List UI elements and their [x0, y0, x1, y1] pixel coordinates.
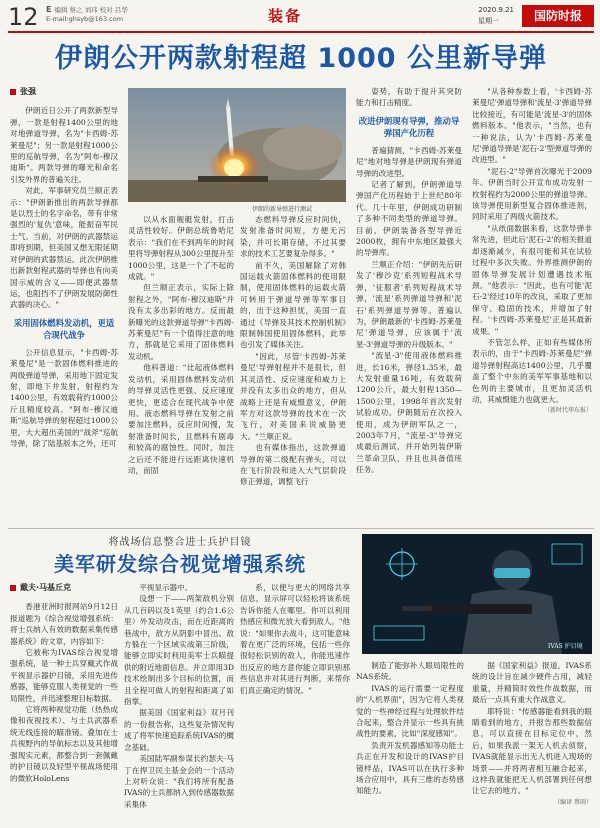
edition-letter: E — [46, 5, 52, 14]
paragraph: 制造了能弥补人眼局限性的NAS系统。 — [356, 661, 464, 682]
paragraph: "泥石-2"导弹首次曝光于2009年。伊朗当时公开宣布成功发射一枚射程约为2000公里的弹道导弹。该导弹使用新型复合固体推进剂，同时采用了两级火箭技术。 — [472, 166, 592, 222]
story1-headline: 伊朗公开两款射程超 1000 公里新导弹 — [55, 43, 547, 74]
paragraph: IVAS的运行需要一定程度的"人机界面"，因为它将人类视觉的一些神经过程与处理软件结合起来，整合并显示一些具有挑战性的要素，比如"深度感知"。 — [356, 683, 464, 739]
story2-headline: 美军研发综合视觉增强系统 — [54, 552, 306, 576]
paragraph: 平视显示器中。 — [139, 583, 193, 592]
missile-launch-photo — [128, 88, 346, 202]
paragraph: "从各种参数上看，'卡西姆-苏莱曼尼'弹道导弹和'流星-3'弹道导弹比较接近，有可能是'流星-3'的固体燃料版本。"他表示，"当然，也有一种说法，认为'卡西姆-苏莱曼尼'弹道导弹是'泥石-2'型弹道导弹的改进型。" — [472, 87, 592, 165]
story1-column-4 — [356, 86, 462, 526]
paragraph: "从纸面数据来看，这款导弹非常先进，但此后'泥石-2'的相关报道却逐渐减少，有很可能和其在试验过程中多次失败。外界推测伊朗的固体导弹发展计划遭遇技术瓶颈。"他表示："因此，也有可能'泥石-2'经过10年的改良，采取了更加保守、稳固的技术，并增加了射程。'卡西姆-苏莱曼尼'正是其最新成果。" — [472, 223, 592, 336]
missile-launch-illustration — [128, 88, 346, 202]
paragraph: 设想一下——两架敌机分别从几百码以及1英里（约合1.6公里）外发动攻击，而在近距离的巷战中，敌方从阴影中冒出。敌方躲在一个区域实战第三阶级，能够立即实时利用美军士兵瞄提供的附近地面信息。并立即用3D技术绘制出多个目标的位置，而且全程可做人的射程和距离了如指掌。 — [124, 594, 234, 707]
masthead — [0, 0, 600, 40]
story2-column-4 — [356, 660, 464, 824]
issue-weekday: 星期一 — [478, 17, 499, 25]
byline-marker-icon — [10, 585, 16, 591]
section-title: 装备 — [268, 7, 303, 25]
paragraph: 据美国《国家利益》双月刊的一份报告称，这些复杂情况构成了将军快速追踪系统IVAS的概念基础。 — [124, 708, 234, 752]
issue-date: 2020.9.21 — [478, 6, 514, 14]
story1-subhead-1: 采用固体燃料发动机，更适合现代战争 — [13, 317, 115, 340]
paragraph: "因此，尽管'卡西姆-苏莱曼尼'导弹射程并不是很长，但其灵活性、反应速度和威力上并没有太多出众的地方，但从战略上还是有威慑意义，伊朗军方对这款导弹的技术在一次飞行，对美国来说威胁更大。"兰顺正说。 — [240, 351, 346, 441]
story2-kicker: 将战场信息整合进士兵护目镜 — [108, 537, 252, 548]
paragraph: 美国陆军副参谋长约瑟夫·马丁在捍卫民主基金会的一个活动上对听众说："我们将所有配备IVAS的士兵都纳入到传感器数据采集体 — [124, 754, 234, 809]
paragraph: 系，以便与更大的网络共享信息，显示屏可以轻松将该系统告诉你能人在哪里。你可以利用热感应和微光放大看到敌人。"他说："如果你去战斗，这可能意味着在更广泛的环境，包括一些你很轻松识别的敌人，你能迅速作出反应的地方意你能立即识别那些信息并对其进行判断，来帮你们真正确定的情况。" — [240, 583, 350, 695]
paragraph: 它将两种视觉功能（热热成像和夜视技术）、与士兵武器系统无线连接的瞄准镜、叠加在士兵视野内的导航标志以及其他增强现实元素，都整合到一套佩戴的护目镜以及轻型平视战场使用的微软HoloLens — [10, 705, 118, 783]
soldier-ivas-photo — [362, 534, 592, 654]
story2-source-note: （编译 蔡雨） — [554, 798, 592, 806]
paragraph: "流星-3"使用液体燃料推进，长16米，弹径1.35米，最大发射重量16吨，有效载荷1200公斤，最大射程1350—1500公里，1998年首次发射试验成功。伊朗随后在次投入使用，成为伊朗军队之一，2003年7月，"流星-3"导弹完成最后测试，并开始列装伊斯兰革命卫队，并且也具备值班任务。 — [356, 351, 462, 475]
paragraph: 耶特说："传感器能看到我的眼睛看到的地方，并报告那些数据信息，可以直接在目标定位中，然后，如果我派一架无人机去侦察，IVAS就能显示出无人机进入现场的场景——并将两者相互融合起来，这样我就能把无人机部署到任何想让它去的地方。" — [472, 706, 592, 796]
paragraph: 香港亚洲时报网站9月12日报道题为《综合视觉增强系统：将士兵纳入有效的数据采集传感器系统》的文章，内容如下： — [10, 602, 118, 646]
paragraph: 兰顺正介绍："伊朗先后研发了'穆沙克'系列短程战术导弹，'征服者'系列短程战术导弹，'流星'系列弹道导弹和'泥石'系列弹道导弹等。普遍认为，伊朗最新的'卡西姆-苏莱曼尼'弹道导弹，应该属于'流星-3'弹道导弹的升级版本。" — [356, 259, 462, 349]
paragraph: 他科普道："比起液体燃料发动机，采用固体燃料发动机的导弹灵活性更强、反应速度更快，更适合在现代战争中使用。液态燃料导弹在发射之前要加注燃料，反应时间慢，发射准备时间长，且燃料有剧毒和较高的腐蚀性。同时，加注之后还不能进行远距离快速机动，而固 — [128, 363, 234, 475]
story1-photo-caption: 伊朗的新导弹进行测试 — [252, 206, 313, 213]
story1-byline: 张强 — [10, 86, 118, 97]
editor-info — [46, 5, 128, 24]
story1-column-5 — [472, 86, 592, 526]
paragraph: 态燃料导弹反应时间快，发射准备时间短，方便无污染，并可长期存储，不过其要求的技术工艺要复杂得多。" — [240, 215, 346, 259]
paragraph: 负责开发机器感知等功能士兵正在开发和设计的IVAS护目镜样品，IVAS可以在执行多种场合应用中，具有三维的态势感知能力。 — [356, 740, 464, 796]
story2-byline: 戴夫·马基丘克 — [10, 582, 118, 593]
story1-column-2 — [128, 214, 234, 526]
soldier-ivas-illustration — [362, 534, 592, 654]
paragraph: 它被称为IVAS综合视觉增强系统，是一种士兵穿戴式作战平视显示器护目镜，采用先进传感器，能够克服人类视觉的一些局限性，并迅速整理目标数据。 — [10, 648, 118, 703]
story2-column-3 — [240, 582, 350, 824]
paragraph: 记者了解到，伊朗弹道导弹国产化历程始于上世纪80年代。几十年里，伊朗成功研制了多种不同类型的弹道导弹。目前，伊朗装备各型导弹近2000枚，拥有中东地区最强大的导弹库。 — [356, 180, 462, 258]
editor-email: E-mail:ghsyb@163.com — [46, 15, 124, 23]
story2-column-1 — [10, 582, 118, 824]
story1-column-3 — [240, 214, 346, 526]
story2-photo-caption: IVAS 护目镜 — [548, 643, 583, 650]
paragraph: 普遍猜测，"卡西姆-苏莱曼尼"地对地导弹是伊朗现有弹道导弹的改进型。 — [356, 145, 462, 178]
page-number: 12 — [8, 3, 39, 31]
editor-line: E 编辑 蔡之 刘玮 校对 吕华 — [46, 5, 128, 14]
byline-marker-icon — [10, 89, 16, 95]
paragraph: 也有媒体指出，这款弹道导弹的第二级配有弹头，可以在飞行阶段和进入大气层阶段修正弹道，调整飞行 — [240, 443, 346, 487]
story1-subhead-2: 改进伊朗现有导弹，推动导弹国产化历程 — [358, 115, 460, 138]
story-divider — [8, 528, 594, 529]
story2-column-2 — [124, 582, 234, 824]
paragraph: 前不久，美国解除了对韩国运载火箭固体燃料的使用限制，使用固体燃料的运载火箭可转用于弹道导弹等军事目的，出于这种担忧，美国一直通过《导弹及其技术控制机制》限制韩国使用固体燃料，此举也引发了媒体关注。 — [240, 260, 346, 350]
paragraph: 公开信息显示，"卡西姆-苏莱曼尼"是一款固体燃料推进的两级弹道导弹，采用地下固定发射，即地下井发射，射程约为1400公里，有效载荷约1000公斤且精度较高。"阿布-穆汉迪斯"巡航导弹的射程超过1000公里，大大超出美国的"战斧"巡航导弹，除了陆基版本之外，还可 — [10, 347, 118, 448]
paragraph: 姿势，有助于提升其突防能力和打击精度。 — [356, 87, 462, 108]
paragraph: 对此，军事研究员兰顺正表示："伊朗新推出的两款导弹都是以烈士的名字命名，带有非常强烈的'复仇'意味，能振奋军民士气。当前，对伊朗的武器禁运即将到期，但美国又想无限延期对伊朗的武器禁运。此次伊朗推出新款射程武器的导弹也有向美国示威的含义——即便武器禁运，也阻挡不了伊朗发展防御性武器的决心。" — [10, 186, 118, 310]
story1-column-1 — [10, 86, 118, 526]
newspaper-logo: 国防时报 — [522, 5, 594, 27]
paragraph: 不管怎么样，正如有些媒体所表示的，由于"卡西姆-苏莱曼尼"弹道导弹射程高达1400公里，几乎覆盖了整个中东的美军军事基地和以色列的主要城市，且更加灵活机动，其威慑能力也就更大。 — [472, 337, 592, 404]
story2-column-5 — [472, 660, 592, 824]
paragraph: 但兰顺正表示，实际上除射程之外，"阿布-穆汉迪斯"并没有太多出彩的地方。反而最新曝光的这款弹道导弹"卡西姆-苏莱曼尼"有一个值得注意的地方，那就是它采用了固体燃料发动机。 — [128, 283, 234, 361]
story1-source-note: （新时代华东报） — [543, 407, 592, 415]
paragraph: 据《国家利益》报道，IVAS系统的设计旨在减少硬件占用，减轻重量，并精简时效性作战数据，而最后一点具有重大作战意义。 — [472, 661, 592, 705]
paragraph: 伊朗近日公开了两款新型导弹，一款是射程1400公里的地对地弹道导弹，名为"卡西姆-苏莱曼尼"；另一款是射程1000公里的巡航导弹，名为"阿布-穆汉迪斯"。两款导弹的曝光和命名引发外界的普遍关注。 — [10, 106, 118, 184]
paragraph: 以从水面舰艇发射，打击灵活性较好。伊朗总统鲁哈尼表示："我们在不到两年的时间里将导弹射程从300公里提升至1000公里，这是一个了不起的成就。" — [128, 215, 234, 282]
header-divider — [8, 31, 594, 33]
